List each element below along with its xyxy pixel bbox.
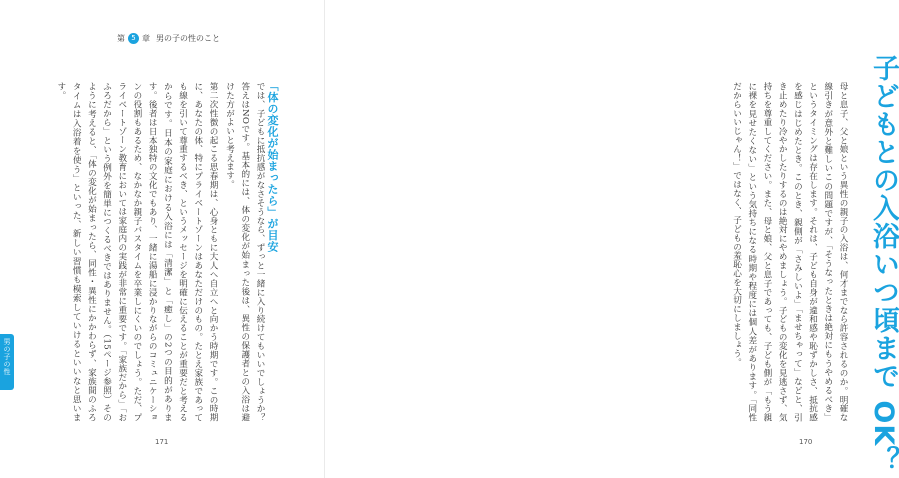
side-tab-label: 男の子の性 [3, 338, 11, 376]
section-title: 子どもとの入浴いつ頃まで OK？ [868, 54, 899, 475]
section-subheading: 「体の変化が始まったら」が目安 [266, 80, 279, 253]
running-head [117, 33, 220, 44]
chapter-side-tab [0, 334, 14, 390]
body-paragraph-intro: では、子どもに抵抗感がなさそうなら、ずっと一緒に入り続けてもいいでしょうか？答えはNOです。基本的には、体の変化が始まった後は、異性の保護者との入浴は避けた方がよいと考えます。 [224, 82, 265, 422]
running-head-title: 男の子の性のこと [156, 34, 220, 43]
chapter-prefix: 第 [117, 34, 125, 43]
body-paragraph-main: 第二次性徴の起こる思春期は、心身ともに大人へ自立へと向かう時期です。この時期に、あなたの体、特にプライベートゾーンはあなただけのもの。たとえ家族であっても線を引いて尊重するべき、というメッセージを明確に伝えることが重要だと考えるからです。日本の家庭における入浴には「清潔」と「癒し」の2つの目的があります。後者は日本独特の文化でもあり、一緒に湯船に浸かりながらのコミュニケーションの役割もあるため、なかなか親子バスタイムを卒業しにくいのでしょう。ただ、プライベートゾーン教育においては家庭内の実践が非常に重要です。「家族だから」「おふろだから」という例外を簡単につくるべきではありません。（15ページ参照）そのように考えると、「体の変化が始まったら、同性・異性にかかわらず、家族間のふろタイムは入浴着を使う」といった、新しい習慣も模索していけるといいなと思います。 [55, 82, 218, 422]
right-page [325, 0, 899, 478]
left-page [0, 0, 325, 478]
page-number-left: 171 [155, 438, 169, 446]
chapter-suffix: 章 [142, 34, 150, 43]
page-number-right: 170 [799, 438, 813, 446]
body-paragraph-right: 母と息子、父と娘という異性の親子の入浴は、何才までなら許容されるのか。明確な線引きが意外と難しいこの問題ですが、「そうなったときは絶対にもうやめるべき」というタイミングは存在します。それは、子ども自身が違和感や恥ずかしさ、抵抗感を感じはじめたとき。このとき、親側が「さみしいよ」「ませちゃって」などと、引き止めたり冷やかしたりするのは絶対にやめましょう。子どもの変化を見逃さず、気持ちを尊重してください。また、母と娘、父と息子であっても、子ども側が「もう親に裸を見せたくない」という気持ちになる時期や程度には個人差があります。「同性だからいいじゃん！」ではなく、子どもの羞恥心を大切にしましょう。 [731, 82, 848, 422]
chapter-number-badge: 5 [128, 33, 139, 44]
